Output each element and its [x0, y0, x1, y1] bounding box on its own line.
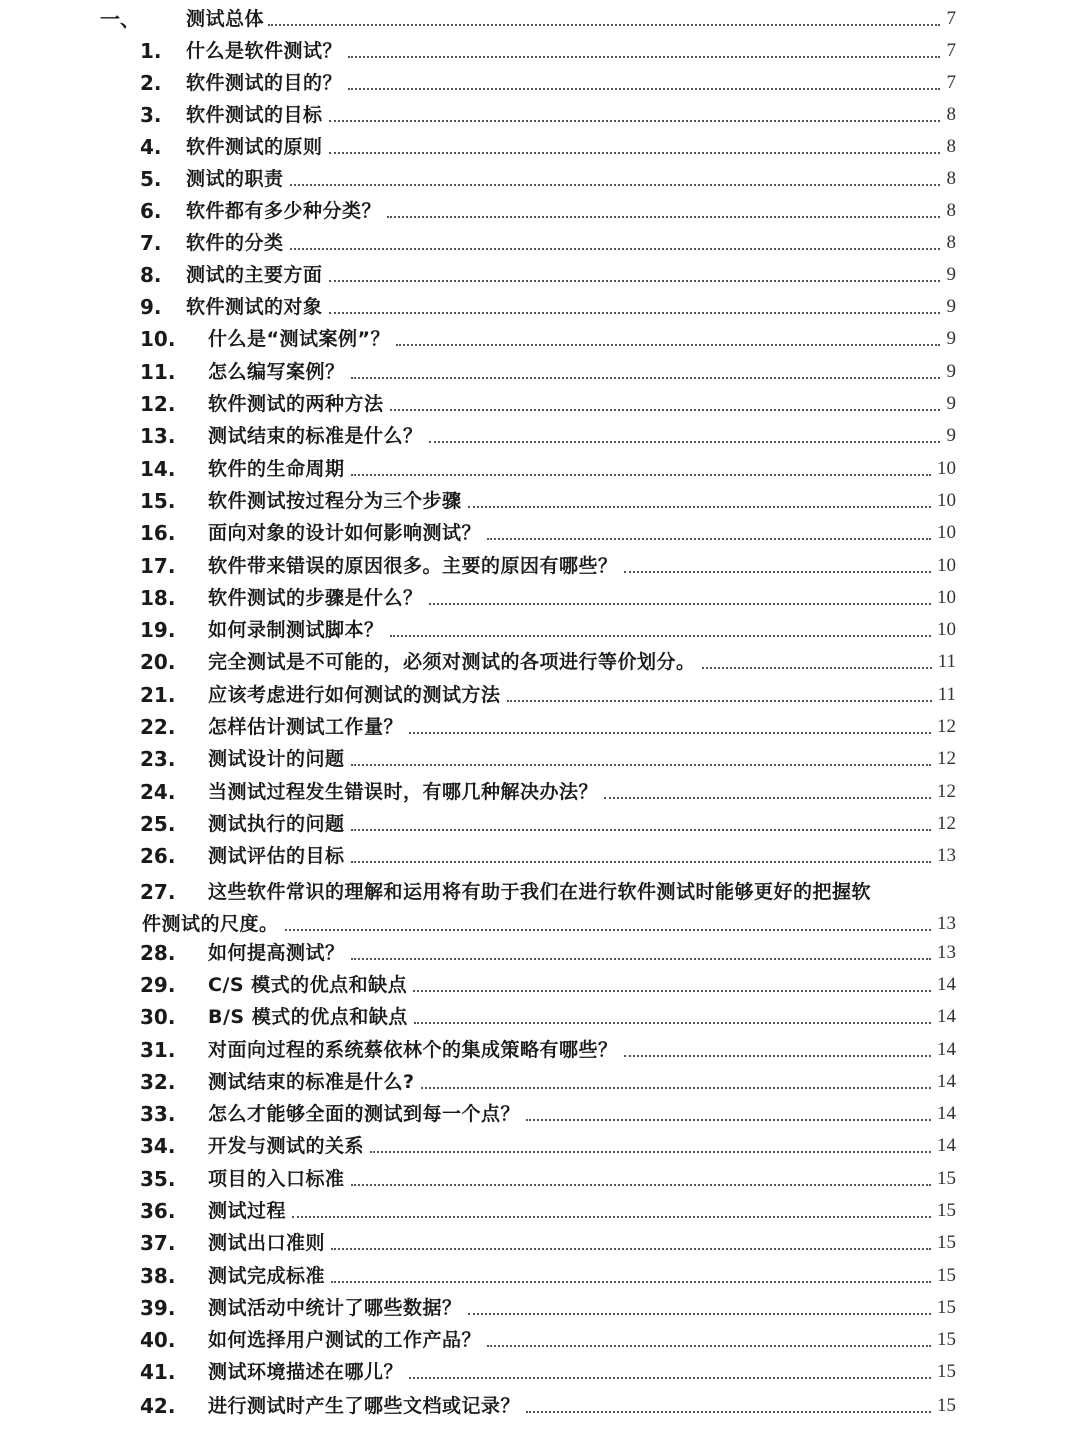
toc-entry[interactable] — [0, 518, 1080, 548]
leader-dots — [268, 24, 940, 26]
toc-entry-title: 软件测试的对象 — [186, 296, 323, 318]
toc-entry-page-number: 15 — [937, 1168, 956, 1189]
toc-entry-number: 26. — [140, 844, 176, 868]
toc-entry[interactable] — [0, 1357, 1080, 1387]
toc-entry[interactable] — [0, 100, 1080, 130]
toc-entry-title: 应该考虑进行如何测试的测试方法 — [208, 684, 501, 706]
toc-entry-number: 12. — [140, 392, 176, 416]
toc-entry-number: 24. — [140, 780, 176, 804]
toc-entry[interactable] — [0, 938, 1080, 968]
toc-entry-number: 20. — [140, 650, 176, 674]
toc-entry-number: 14. — [140, 457, 176, 481]
toc-entry-page-number: 8 — [946, 232, 956, 253]
toc-entry-number: 13. — [140, 424, 176, 448]
leader-dots — [390, 409, 940, 411]
toc-entry[interactable] — [0, 68, 1080, 98]
toc-entry-number: 18. — [140, 586, 176, 610]
leader-dots — [290, 184, 940, 186]
toc-entry[interactable] — [0, 1391, 1080, 1421]
toc-entry[interactable] — [0, 809, 1080, 839]
toc-entry-title: 测试出口准则 — [208, 1232, 326, 1254]
toc-entry-page-number: 8 — [946, 168, 956, 189]
toc-entry-page-number: 13 — [937, 942, 956, 963]
leader-dots — [390, 635, 931, 637]
leader-dots — [624, 571, 931, 573]
toc-entry-title: 什么是“测试案例”？ — [208, 328, 390, 350]
leader-dots — [370, 1151, 931, 1153]
toc-entry-number: 39. — [140, 1296, 176, 1320]
toc-entry-number: 19. — [140, 618, 176, 642]
toc-entry[interactable] — [0, 551, 1080, 581]
toc-entry-number: 34. — [140, 1134, 176, 1158]
toc-entry-number: 9. — [140, 295, 162, 319]
toc-entry-number: 36. — [140, 1199, 176, 1223]
toc-entry-page-number: 14 — [937, 974, 956, 995]
leader-dots — [351, 1184, 931, 1186]
toc-entry-title: 完全测试是不可能的，必须对测试的各项进行等价划分。 — [208, 651, 696, 673]
toc-entry[interactable] — [0, 877, 1080, 941]
leader-dots — [351, 474, 931, 476]
toc-entry[interactable] — [0, 260, 1080, 290]
leader-dots — [429, 441, 940, 443]
leader-dots — [413, 990, 931, 992]
toc-entry-page-number: 9 — [946, 328, 956, 349]
toc-entry[interactable] — [0, 421, 1080, 451]
toc-entry-page-number: 9 — [946, 393, 956, 414]
toc-entry-page-number: 15 — [937, 1297, 956, 1318]
leader-dots — [348, 56, 940, 58]
leader-dots — [329, 280, 940, 282]
toc-entry[interactable] — [0, 1099, 1080, 1129]
toc-entry[interactable] — [0, 1035, 1080, 1065]
leader-dots — [624, 1055, 931, 1057]
toc-entry[interactable] — [0, 1002, 1080, 1032]
toc-entry-number: 21. — [140, 683, 176, 707]
toc-entry[interactable] — [0, 1164, 1080, 1194]
leader-dots — [702, 667, 932, 669]
leader-dots — [329, 152, 940, 154]
leader-dots — [331, 1281, 931, 1283]
leader-dots — [292, 1216, 931, 1218]
toc-entry-number: 7. — [140, 231, 162, 255]
toc-entry[interactable] — [0, 1228, 1080, 1258]
toc-entry-title: C/S 模式的优点和缺点 — [208, 974, 408, 996]
toc-entry-page-number: 15 — [937, 1265, 956, 1286]
toc-entry-title: 测试评估的目标 — [208, 845, 345, 867]
toc-entry[interactable] — [0, 164, 1080, 194]
toc-entry-number: 29. — [140, 973, 176, 997]
toc-entry-title: 测试完成标准 — [208, 1265, 326, 1287]
toc-entry-page-number: 12 — [937, 748, 956, 769]
leader-dots — [487, 1345, 931, 1347]
toc-entry-page-number: 7 — [946, 72, 956, 93]
toc-entry-title: 软件测试的目标 — [186, 104, 323, 126]
toc-entry-title: 进行测试时产生了哪些文档或记录？ — [208, 1395, 521, 1417]
toc-entry-page-number: 10 — [937, 555, 956, 576]
toc-entry-title: 测试的职责 — [186, 168, 284, 190]
toc-entry-number: 31. — [140, 1038, 176, 1062]
leader-dots — [351, 377, 940, 379]
toc-entry[interactable] — [0, 1325, 1080, 1355]
toc-entry-title: 测试环境描述在哪儿？ — [208, 1361, 404, 1383]
toc-entry[interactable] — [0, 228, 1080, 258]
toc-entry-number: 37. — [140, 1231, 176, 1255]
toc-entry-page-number: 15 — [937, 1232, 956, 1253]
toc-entry[interactable] — [0, 36, 1080, 66]
toc-entry-page-number: 8 — [946, 104, 956, 125]
toc-entry-title: 测试活动中统计了哪些数据？ — [208, 1297, 462, 1319]
toc-entry-number: 38. — [140, 1264, 176, 1288]
toc-entry-page-number: 12 — [937, 781, 956, 802]
leader-dots — [409, 1377, 931, 1379]
toc-entry-number: 16. — [140, 521, 176, 545]
toc-entry-page-number: 9 — [946, 264, 956, 285]
toc-entry-page-number: 10 — [937, 490, 956, 511]
toc-entry-page-number: 13 — [937, 845, 956, 866]
leader-dots — [414, 1022, 931, 1024]
chapter-title: 测试总体 — [186, 8, 265, 30]
toc-entry[interactable] — [0, 1067, 1080, 1097]
toc-entry-number: 25. — [140, 812, 176, 836]
toc-entry-number: 4. — [140, 135, 162, 159]
toc-entry-number: 41. — [140, 1360, 176, 1384]
toc-entry-page-number: 11 — [937, 651, 956, 672]
leader-dots — [387, 216, 940, 218]
toc-entry-page-number: 15 — [937, 1361, 956, 1382]
toc-entry[interactable] — [0, 389, 1080, 419]
leader-dots — [351, 829, 931, 831]
toc-entry-title: 如何录制测试脚本？ — [208, 619, 384, 641]
toc-entry-title: 测试结束的标准是什么？ — [208, 425, 423, 447]
toc-entry-page-number: 8 — [946, 200, 956, 221]
toc-entry-title: 测试执行的问题 — [208, 813, 345, 835]
toc-entry[interactable] — [0, 841, 1080, 871]
toc-entry-title: 对面向过程的系统蔡依林个的集成策略有哪些？ — [208, 1039, 618, 1061]
toc-entry[interactable] — [0, 357, 1080, 387]
toc-entry-number: 27. — [140, 880, 176, 904]
toc-entry[interactable] — [0, 970, 1080, 1000]
toc-entry-number: 1. — [140, 39, 162, 63]
leader-dots — [351, 861, 931, 863]
toc-entry-title: 怎么编写案例？ — [208, 361, 345, 383]
leader-dots — [526, 1411, 931, 1413]
toc-entry[interactable] — [0, 1196, 1080, 1226]
toc-entry-page-number: 10 — [937, 587, 956, 608]
toc-entry-title: 软件测试的两种方法 — [208, 393, 384, 415]
leader-dots — [348, 88, 940, 90]
toc-entry-title: 软件测试的目的？ — [186, 72, 343, 94]
toc-entry[interactable] — [0, 292, 1080, 322]
toc-entry-page-number: 14 — [937, 1006, 956, 1027]
toc-entry[interactable] — [0, 324, 1080, 354]
chapter-page-number: 7 — [946, 8, 956, 29]
toc-entry-title: 测试设计的问题 — [208, 748, 345, 770]
toc-entry-number: 17. — [140, 554, 176, 578]
toc-entry-number: 8. — [140, 263, 162, 287]
leader-dots — [604, 797, 931, 799]
toc-entry-title: 软件的分类 — [186, 232, 284, 254]
toc-entry[interactable] — [0, 615, 1080, 645]
toc-entry-page-number: 9 — [946, 361, 956, 382]
toc-entry-number: 6. — [140, 199, 162, 223]
toc-entry[interactable] — [0, 454, 1080, 484]
leader-dots — [468, 1313, 931, 1315]
toc-entry-number: 15. — [140, 489, 176, 513]
toc-entry-page-number: 10 — [937, 458, 956, 479]
toc-entry-title: 测试结束的标准是什么? — [208, 1071, 415, 1093]
toc-entry-title: 如何选择用户测试的工作产品？ — [208, 1329, 482, 1351]
leader-dots — [396, 344, 940, 346]
toc-entry-number: 3. — [140, 103, 162, 127]
toc-entry-number: 5. — [140, 167, 162, 191]
leader-dots — [329, 120, 940, 122]
toc-chapter-row[interactable] — [0, 4, 1080, 34]
leader-dots — [507, 700, 932, 702]
leader-dots — [468, 506, 931, 508]
leader-dots — [351, 764, 931, 766]
leader-dots — [290, 248, 940, 250]
toc-entry[interactable] — [0, 196, 1080, 226]
toc-entry[interactable] — [0, 583, 1080, 613]
toc-entry-number: 30. — [140, 1005, 176, 1029]
leader-dots — [421, 1087, 931, 1089]
toc-entry-page-number: 13 — [937, 913, 956, 934]
toc-entry-number: 2. — [140, 71, 162, 95]
toc-entry-title: B/S 模式的优点和缺点 — [208, 1006, 408, 1028]
toc-entry-number: 33. — [140, 1102, 176, 1126]
toc-entry-page-number: 15 — [937, 1200, 956, 1221]
toc-entry-title: 面向对象的设计如何影响测试？ — [208, 522, 482, 544]
leader-dots — [285, 929, 931, 931]
toc-entry-title: 测试过程 — [208, 1200, 287, 1222]
toc-entry[interactable] — [0, 132, 1080, 162]
toc-entry[interactable] — [0, 1131, 1080, 1161]
toc-entry-title: 测试的主要方面 — [186, 264, 323, 286]
toc-entry[interactable] — [0, 744, 1080, 774]
toc-entry[interactable] — [0, 1261, 1080, 1291]
toc-entry-page-number: 10 — [937, 522, 956, 543]
toc-entry-page-number: 14 — [937, 1103, 956, 1124]
toc-entry-title: 软件测试的步骤是什么？ — [208, 587, 423, 609]
leader-dots — [331, 1248, 931, 1250]
toc-entry-number: 40. — [140, 1328, 176, 1352]
toc-entry-page-number: 14 — [937, 1071, 956, 1092]
toc-entry-page-number: 8 — [946, 136, 956, 157]
chapter-number: 一、 — [100, 7, 140, 31]
leader-dots — [329, 312, 940, 314]
leader-dots — [526, 1119, 931, 1121]
toc-entry-page-number: 9 — [946, 425, 956, 446]
toc-entry-title: 如何提高测试？ — [208, 942, 345, 964]
toc-entry-page-number: 12 — [937, 813, 956, 834]
toc-entry-title: 开发与测试的关系 — [208, 1135, 365, 1157]
toc-entry-number: 28. — [140, 941, 176, 965]
toc-entry-title: 软件的生命周期 — [208, 458, 345, 480]
toc-entry-title-continued: 件测试的尺度。 — [142, 913, 279, 935]
toc-entry[interactable] — [0, 712, 1080, 742]
toc-entry-title: 怎样估计测试工作量？ — [208, 716, 404, 738]
toc-entry-page-number: 14 — [937, 1135, 956, 1156]
leader-dots — [351, 958, 931, 960]
toc-entry-title: 软件测试的原则 — [186, 136, 323, 158]
toc-entry-number: 32. — [140, 1070, 176, 1094]
toc-entry-number: 22. — [140, 715, 176, 739]
toc-entry[interactable] — [0, 680, 1080, 710]
toc-entry-page-number: 14 — [937, 1039, 956, 1060]
toc-entry-title: 这些软件常识的理解和运用将有助于我们在进行软件测试时能够更好的把握软 — [208, 881, 872, 903]
toc-entry-title: 什么是软件测试？ — [186, 40, 343, 62]
toc-entry-page-number: 15 — [937, 1395, 956, 1416]
leader-dots — [409, 732, 931, 734]
leader-dots — [487, 538, 931, 540]
toc-entry-title: 怎么才能够全面的测试到每一个点？ — [208, 1103, 521, 1125]
toc-entry-number: 11. — [140, 360, 176, 384]
toc-entry-title: 软件带来错误的原因很多。主要的原因有哪些？ — [208, 555, 618, 577]
toc-entry-page-number: 11 — [937, 684, 956, 705]
toc-entry-number: 10. — [140, 327, 176, 351]
toc-entry-page-number: 15 — [937, 1329, 956, 1350]
toc-entry[interactable] — [0, 777, 1080, 807]
toc-entry-page-number: 7 — [946, 40, 956, 61]
toc-entry-number: 23. — [140, 747, 176, 771]
leader-dots — [429, 603, 931, 605]
toc-entry-title: 项目的入口标准 — [208, 1168, 345, 1190]
toc-entry-number: 35. — [140, 1167, 176, 1191]
toc-entry-title: 当测试过程发生错误时，有哪几种解决办法？ — [208, 781, 599, 803]
toc-entry-title: 软件都有多少种分类？ — [186, 200, 382, 222]
toc-entry-page-number: 10 — [937, 619, 956, 640]
toc-entry-title: 软件测试按过程分为三个步骤 — [208, 490, 462, 512]
toc-entry-page-number: 9 — [946, 296, 956, 317]
toc-entry[interactable] — [0, 486, 1080, 516]
toc-entry[interactable] — [0, 1293, 1080, 1323]
toc-entry-number: 42. — [140, 1394, 176, 1418]
toc-entry-page-number: 12 — [937, 716, 956, 737]
toc-entry[interactable] — [0, 647, 1080, 677]
